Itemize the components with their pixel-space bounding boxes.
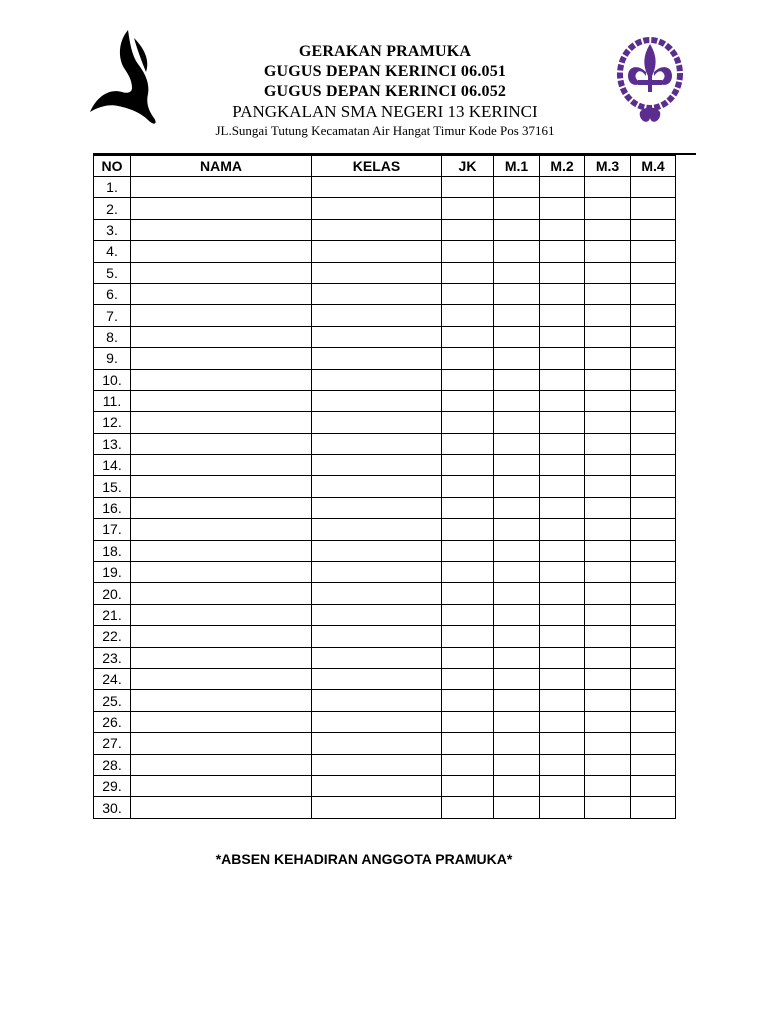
cell-kelas[interactable] xyxy=(312,455,442,476)
cell-m4[interactable] xyxy=(631,711,676,732)
cell-m1[interactable] xyxy=(494,283,540,304)
cell-nama[interactable] xyxy=(131,797,312,818)
cell-m2[interactable] xyxy=(540,497,585,518)
cell-m4[interactable] xyxy=(631,604,676,625)
cell-m1[interactable] xyxy=(494,326,540,347)
cell-m2[interactable] xyxy=(540,198,585,219)
cell-kelas[interactable] xyxy=(312,219,442,240)
row-number: 1. xyxy=(94,177,131,198)
cell-kelas[interactable] xyxy=(312,647,442,668)
cell-jk[interactable] xyxy=(442,562,494,583)
cell-m3[interactable] xyxy=(585,369,631,390)
cell-m3[interactable] xyxy=(585,647,631,668)
cell-kelas[interactable] xyxy=(312,754,442,775)
cell-m1[interactable] xyxy=(494,668,540,689)
row-number: 28. xyxy=(94,754,131,775)
cell-m1[interactable] xyxy=(494,540,540,561)
cell-m4[interactable] xyxy=(631,262,676,283)
table-row xyxy=(94,562,676,583)
cell-nama[interactable] xyxy=(131,583,312,604)
cell-jk[interactable] xyxy=(442,604,494,625)
cell-jk[interactable] xyxy=(442,455,494,476)
cell-m3[interactable] xyxy=(585,754,631,775)
table-row xyxy=(94,775,676,796)
address: JL.Sungai Tutung Kecamatan Air Hangat Timur Kode Pos 37161 xyxy=(215,123,555,138)
row-number: 3. xyxy=(94,219,131,240)
cell-m4[interactable] xyxy=(631,198,676,219)
cell-m4[interactable] xyxy=(631,519,676,540)
cell-kelas[interactable] xyxy=(312,711,442,732)
cell-m3[interactable] xyxy=(585,219,631,240)
cell-nama[interactable] xyxy=(131,198,312,219)
cell-kelas[interactable] xyxy=(312,775,442,796)
cell-nama[interactable] xyxy=(131,754,312,775)
row-number: 22. xyxy=(94,626,131,647)
cell-jk[interactable] xyxy=(442,797,494,818)
cell-kelas[interactable] xyxy=(312,262,442,283)
cell-jk[interactable] xyxy=(442,476,494,497)
row-number: 18. xyxy=(94,540,131,561)
col-header-m1: M.1 xyxy=(494,156,540,177)
cell-kelas[interactable] xyxy=(312,369,442,390)
cell-m2[interactable] xyxy=(540,626,585,647)
cell-nama[interactable] xyxy=(131,668,312,689)
cell-jk[interactable] xyxy=(442,754,494,775)
table-row xyxy=(94,283,676,304)
cell-kelas[interactable] xyxy=(312,797,442,818)
cell-jk[interactable] xyxy=(442,390,494,411)
cell-kelas[interactable] xyxy=(312,733,442,754)
row-number: 6. xyxy=(94,283,131,304)
col-header-m4: M.4 xyxy=(631,156,676,177)
cell-m2[interactable] xyxy=(540,412,585,433)
cell-m1[interactable] xyxy=(494,583,540,604)
cell-kelas[interactable] xyxy=(312,519,442,540)
cell-m1[interactable] xyxy=(494,733,540,754)
cell-m4[interactable] xyxy=(631,412,676,433)
row-number: 9. xyxy=(94,348,131,369)
cell-m1[interactable] xyxy=(494,711,540,732)
cell-jk[interactable] xyxy=(442,433,494,454)
wosm-fleur-de-lis-logo xyxy=(612,36,688,130)
cell-m4[interactable] xyxy=(631,797,676,818)
cell-kelas[interactable] xyxy=(312,604,442,625)
cell-jk[interactable] xyxy=(442,775,494,796)
cell-kelas[interactable] xyxy=(312,241,442,262)
cell-m1[interactable] xyxy=(494,177,540,198)
row-number: 25. xyxy=(94,690,131,711)
table-row xyxy=(94,647,676,668)
table-row xyxy=(94,519,676,540)
cell-jk[interactable] xyxy=(442,348,494,369)
cell-m4[interactable] xyxy=(631,775,676,796)
table-row xyxy=(94,733,676,754)
cell-nama[interactable] xyxy=(131,177,312,198)
base-name: PANGKALAN SMA NEGERI 13 KERINCI xyxy=(232,102,538,121)
cell-m2[interactable] xyxy=(540,775,585,796)
cell-m1[interactable] xyxy=(494,497,540,518)
cell-m1[interactable] xyxy=(494,198,540,219)
cell-m3[interactable] xyxy=(585,198,631,219)
cell-m3[interactable] xyxy=(585,775,631,796)
row-number: 8. xyxy=(94,326,131,347)
table-row xyxy=(94,497,676,518)
row-number: 20. xyxy=(94,583,131,604)
cell-kelas[interactable] xyxy=(312,348,442,369)
cell-m4[interactable] xyxy=(631,562,676,583)
cell-m3[interactable] xyxy=(585,390,631,411)
cell-kelas[interactable] xyxy=(312,177,442,198)
table-row xyxy=(94,690,676,711)
cell-nama[interactable] xyxy=(131,626,312,647)
col-header-no: NO xyxy=(94,156,131,177)
cell-nama[interactable] xyxy=(131,519,312,540)
table-row xyxy=(94,390,676,411)
cell-kelas[interactable] xyxy=(312,412,442,433)
cell-m2[interactable] xyxy=(540,348,585,369)
table-header-row xyxy=(94,156,676,177)
row-number: 5. xyxy=(94,262,131,283)
cell-nama[interactable] xyxy=(131,390,312,411)
cell-jk[interactable] xyxy=(442,369,494,390)
cell-m2[interactable] xyxy=(540,283,585,304)
cell-nama[interactable] xyxy=(131,348,312,369)
cell-m3[interactable] xyxy=(585,519,631,540)
cell-m3[interactable] xyxy=(585,326,631,347)
cell-m3[interactable] xyxy=(585,668,631,689)
cell-m4[interactable] xyxy=(631,433,676,454)
cell-m3[interactable] xyxy=(585,711,631,732)
letterhead xyxy=(170,42,600,140)
cell-m1[interactable] xyxy=(494,262,540,283)
cell-nama[interactable] xyxy=(131,647,312,668)
cell-kelas[interactable] xyxy=(312,390,442,411)
cell-nama[interactable] xyxy=(131,733,312,754)
cell-m2[interactable] xyxy=(540,733,585,754)
cell-m3[interactable] xyxy=(585,177,631,198)
cell-jk[interactable] xyxy=(442,690,494,711)
row-number: 27. xyxy=(94,733,131,754)
cell-jk[interactable] xyxy=(442,540,494,561)
cell-jk[interactable] xyxy=(442,519,494,540)
cell-m4[interactable] xyxy=(631,305,676,326)
cell-m4[interactable] xyxy=(631,497,676,518)
col-header-nama: NAMA xyxy=(131,156,312,177)
cell-m2[interactable] xyxy=(540,519,585,540)
cell-m1[interactable] xyxy=(494,775,540,796)
cell-m4[interactable] xyxy=(631,754,676,775)
table-row xyxy=(94,626,676,647)
row-number: 30. xyxy=(94,797,131,818)
cell-m1[interactable] xyxy=(494,519,540,540)
cell-m2[interactable] xyxy=(540,711,585,732)
cell-jk[interactable] xyxy=(442,283,494,304)
cell-m1[interactable] xyxy=(494,390,540,411)
cell-m1[interactable] xyxy=(494,219,540,240)
cell-m2[interactable] xyxy=(540,433,585,454)
cell-kelas[interactable] xyxy=(312,583,442,604)
cell-jk[interactable] xyxy=(442,262,494,283)
cell-m3[interactable] xyxy=(585,690,631,711)
cell-jk[interactable] xyxy=(442,412,494,433)
cell-m3[interactable] xyxy=(585,797,631,818)
col-header-m2: M.2 xyxy=(540,156,585,177)
table-row xyxy=(94,241,676,262)
cell-nama[interactable] xyxy=(131,711,312,732)
cell-m2[interactable] xyxy=(540,262,585,283)
table-row xyxy=(94,711,676,732)
cell-jk[interactable] xyxy=(442,305,494,326)
cell-m2[interactable] xyxy=(540,604,585,625)
cell-m4[interactable] xyxy=(631,583,676,604)
cell-m1[interactable] xyxy=(494,433,540,454)
cell-m2[interactable] xyxy=(540,455,585,476)
cell-jk[interactable] xyxy=(442,647,494,668)
cell-m3[interactable] xyxy=(585,604,631,625)
table-row xyxy=(94,177,676,198)
cell-nama[interactable] xyxy=(131,283,312,304)
table-row xyxy=(94,348,676,369)
row-number: 12. xyxy=(94,412,131,433)
cell-m1[interactable] xyxy=(494,305,540,326)
cell-m2[interactable] xyxy=(540,241,585,262)
cell-m3[interactable] xyxy=(585,455,631,476)
table-row xyxy=(94,198,676,219)
cell-m2[interactable] xyxy=(540,219,585,240)
row-number: 14. xyxy=(94,455,131,476)
row-number: 29. xyxy=(94,775,131,796)
col-header-jk: JK xyxy=(442,156,494,177)
cell-m3[interactable] xyxy=(585,476,631,497)
col-header-kelas: KELAS xyxy=(312,156,442,177)
cell-m4[interactable] xyxy=(631,348,676,369)
cell-kelas[interactable] xyxy=(312,305,442,326)
table-row xyxy=(94,583,676,604)
cell-m4[interactable] xyxy=(631,369,676,390)
row-number: 21. xyxy=(94,604,131,625)
table-row xyxy=(94,219,676,240)
row-number: 23. xyxy=(94,647,131,668)
unit-name-2: GUGUS DEPAN KERINCI 06.052 xyxy=(263,83,507,100)
cell-nama[interactable] xyxy=(131,604,312,625)
cell-m2[interactable] xyxy=(540,540,585,561)
attendance-note: *ABSEN KEHADIRAN ANGGOTA PRAMUKA* xyxy=(215,851,513,867)
cell-jk[interactable] xyxy=(442,497,494,518)
cell-m2[interactable] xyxy=(540,583,585,604)
row-number: 26. xyxy=(94,711,131,732)
cell-nama[interactable] xyxy=(131,241,312,262)
cell-kelas[interactable] xyxy=(312,690,442,711)
cell-m4[interactable] xyxy=(631,626,676,647)
cell-m4[interactable] xyxy=(631,283,676,304)
cell-m3[interactable] xyxy=(585,241,631,262)
cell-nama[interactable] xyxy=(131,305,312,326)
row-number: 4. xyxy=(94,241,131,262)
cell-m3[interactable] xyxy=(585,305,631,326)
cell-nama[interactable] xyxy=(131,455,312,476)
table-row xyxy=(94,369,676,390)
cell-m2[interactable] xyxy=(540,668,585,689)
cell-kelas[interactable] xyxy=(312,540,442,561)
table-row xyxy=(94,455,676,476)
cell-jk[interactable] xyxy=(442,326,494,347)
cell-m1[interactable] xyxy=(494,647,540,668)
cell-nama[interactable] xyxy=(131,476,312,497)
cell-m3[interactable] xyxy=(585,562,631,583)
row-number: 10. xyxy=(94,369,131,390)
cell-jk[interactable] xyxy=(442,241,494,262)
cell-m2[interactable] xyxy=(540,177,585,198)
cell-m4[interactable] xyxy=(631,219,676,240)
cell-m3[interactable] xyxy=(585,626,631,647)
cell-nama[interactable] xyxy=(131,433,312,454)
cell-m4[interactable] xyxy=(631,647,676,668)
cell-jk[interactable] xyxy=(442,198,494,219)
cell-m3[interactable] xyxy=(585,283,631,304)
cell-kelas[interactable] xyxy=(312,198,442,219)
cell-m2[interactable] xyxy=(540,390,585,411)
cell-m4[interactable] xyxy=(631,241,676,262)
cell-jk[interactable] xyxy=(442,583,494,604)
table-row xyxy=(94,604,676,625)
row-number: 13. xyxy=(94,433,131,454)
table-row xyxy=(94,797,676,818)
row-number: 11. xyxy=(94,390,131,411)
cell-m4[interactable] xyxy=(631,326,676,347)
cell-kelas[interactable] xyxy=(312,476,442,497)
cell-m4[interactable] xyxy=(631,390,676,411)
cell-m1[interactable] xyxy=(494,476,540,497)
attendance-table xyxy=(93,155,676,819)
cell-m1[interactable] xyxy=(494,412,540,433)
cell-m2[interactable] xyxy=(540,690,585,711)
cell-kelas[interactable] xyxy=(312,626,442,647)
cell-m3[interactable] xyxy=(585,540,631,561)
col-header-m3: M.3 xyxy=(585,156,631,177)
table-row xyxy=(94,305,676,326)
cell-m1[interactable] xyxy=(494,754,540,775)
cell-kelas[interactable] xyxy=(312,283,442,304)
cell-m4[interactable] xyxy=(631,177,676,198)
cell-m3[interactable] xyxy=(585,348,631,369)
unit-name-1: GUGUS DEPAN KERINCI 06.051 xyxy=(263,63,507,80)
org-name: GERAKAN PRAMUKA xyxy=(298,43,472,60)
cell-jk[interactable] xyxy=(442,177,494,198)
cell-kelas[interactable] xyxy=(312,668,442,689)
cell-nama[interactable] xyxy=(131,262,312,283)
table-row xyxy=(94,540,676,561)
cell-nama[interactable] xyxy=(131,540,312,561)
cell-m1[interactable] xyxy=(494,241,540,262)
cell-m1[interactable] xyxy=(494,369,540,390)
cell-m3[interactable] xyxy=(585,497,631,518)
cell-m1[interactable] xyxy=(494,604,540,625)
cell-nama[interactable] xyxy=(131,562,312,583)
cell-m3[interactable] xyxy=(585,412,631,433)
cell-jk[interactable] xyxy=(442,711,494,732)
table-row xyxy=(94,754,676,775)
cell-m1[interactable] xyxy=(494,455,540,476)
cell-kelas[interactable] xyxy=(312,326,442,347)
cell-kelas[interactable] xyxy=(312,497,442,518)
cell-m2[interactable] xyxy=(540,305,585,326)
cell-m3[interactable] xyxy=(585,433,631,454)
cell-nama[interactable] xyxy=(131,219,312,240)
cell-m1[interactable] xyxy=(494,348,540,369)
cell-m4[interactable] xyxy=(631,540,676,561)
cell-nama[interactable] xyxy=(131,326,312,347)
row-number: 19. xyxy=(94,562,131,583)
cell-m3[interactable] xyxy=(585,583,631,604)
row-number: 24. xyxy=(94,668,131,689)
cell-jk[interactable] xyxy=(442,626,494,647)
cell-m3[interactable] xyxy=(585,262,631,283)
cell-m2[interactable] xyxy=(540,369,585,390)
cell-m2[interactable] xyxy=(540,647,585,668)
cell-jk[interactable] xyxy=(442,219,494,240)
cell-nama[interactable] xyxy=(131,412,312,433)
cell-m2[interactable] xyxy=(540,797,585,818)
cell-m1[interactable] xyxy=(494,690,540,711)
cell-m1[interactable] xyxy=(494,626,540,647)
row-number: 16. xyxy=(94,497,131,518)
table-row xyxy=(94,433,676,454)
cell-m1[interactable] xyxy=(494,797,540,818)
cell-kelas[interactable] xyxy=(312,562,442,583)
table-row xyxy=(94,262,676,283)
row-number: 15. xyxy=(94,476,131,497)
table-row xyxy=(94,326,676,347)
cell-m2[interactable] xyxy=(540,562,585,583)
cell-m4[interactable] xyxy=(631,476,676,497)
cell-nama[interactable] xyxy=(131,497,312,518)
row-number: 7. xyxy=(94,305,131,326)
cell-nama[interactable] xyxy=(131,775,312,796)
cell-jk[interactable] xyxy=(442,668,494,689)
tunas-kelapa-logo xyxy=(88,28,166,128)
cell-m3[interactable] xyxy=(585,733,631,754)
cell-kelas[interactable] xyxy=(312,433,442,454)
cell-m4[interactable] xyxy=(631,733,676,754)
cell-m1[interactable] xyxy=(494,562,540,583)
row-number: 17. xyxy=(94,519,131,540)
cell-nama[interactable] xyxy=(131,690,312,711)
table-row xyxy=(94,412,676,433)
cell-m2[interactable] xyxy=(540,754,585,775)
table-row xyxy=(94,668,676,689)
cell-m4[interactable] xyxy=(631,455,676,476)
row-number: 2. xyxy=(94,198,131,219)
table-row xyxy=(94,476,676,497)
cell-m4[interactable] xyxy=(631,690,676,711)
cell-nama[interactable] xyxy=(131,369,312,390)
cell-jk[interactable] xyxy=(442,733,494,754)
cell-m4[interactable] xyxy=(631,668,676,689)
cell-m2[interactable] xyxy=(540,476,585,497)
cell-m2[interactable] xyxy=(540,326,585,347)
